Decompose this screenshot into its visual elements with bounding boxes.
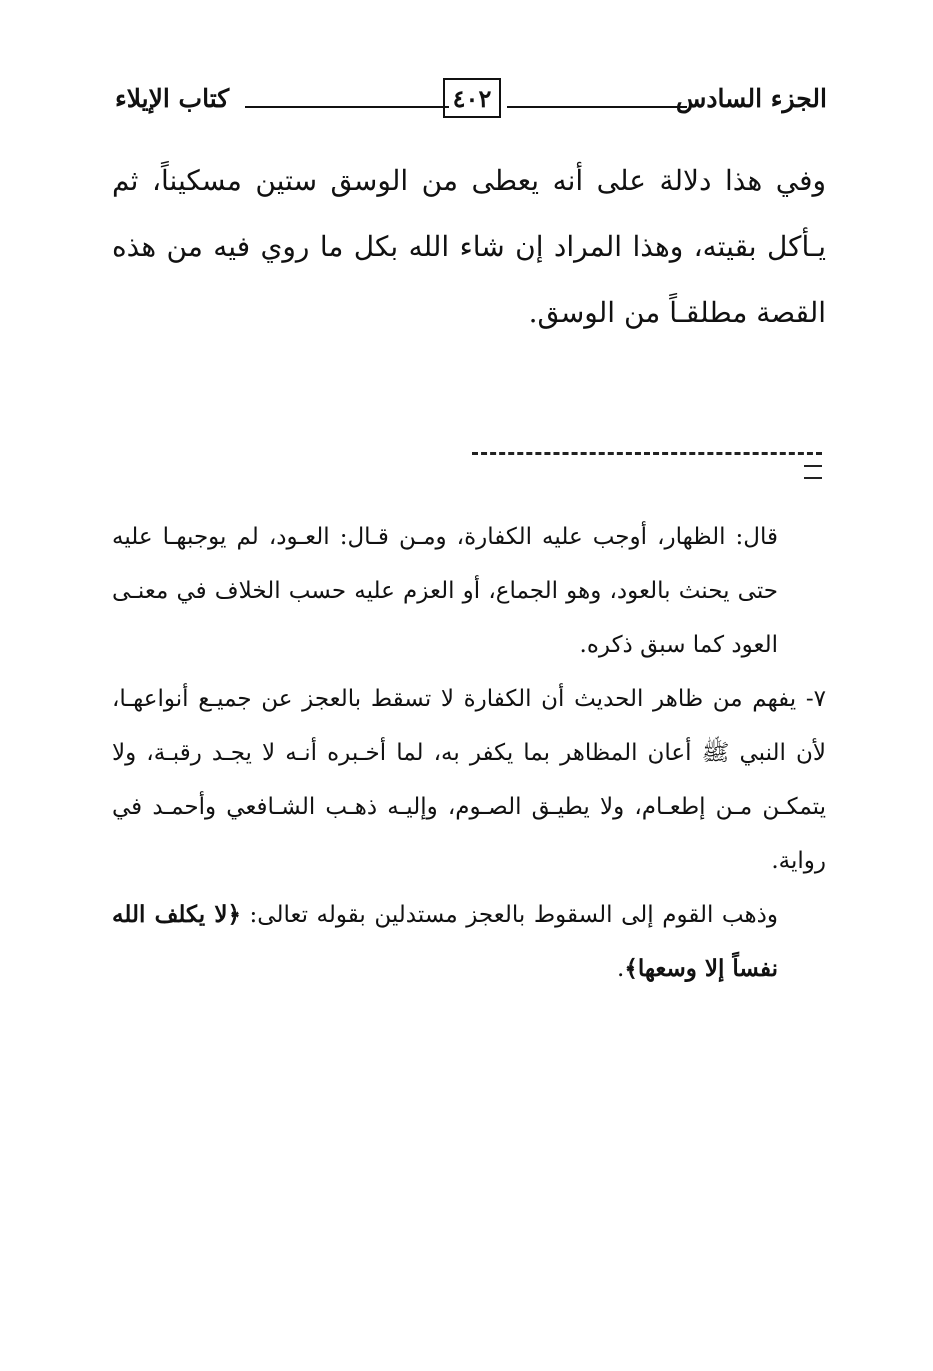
footnote-item-7: [112, 672, 826, 888]
footnotes-section: [112, 510, 826, 996]
header-rule-left: [245, 106, 449, 108]
footnote-item-7-text: يفهم من ظاهر الحديث أن الكفارة لا تسقط بالعجز عن جميـع أنواعهـا، لأن النبي ﷺ أعان المظاهر بما يكفر به، لما أخـبره أنـه لا يجـد رقبـة، ولا يتمكـن مـن إطعـام، ولا يطيـق الصـوم، وإليـه ذهـب الشـافعي وأحمـد في رواية.: [112, 686, 826, 874]
header-rule-right: [507, 106, 687, 108]
page-header: [115, 78, 827, 122]
footnote-paragraph-3-text: وذهب القوم إلى السقوط بالعجز مستدلين بقوله تعالى:: [240, 902, 778, 928]
main-paragraph: وفي هذا دلالة على أنه يعطى من الوسق ستين مسكيناً، ثم يـأكل بقيته، وهذا المراد إن شاء الله بكل ما روي فيه من هذه القصة مطلقـاً من الوسق.: [112, 164, 826, 329]
footnote-paragraph-3: [112, 888, 826, 996]
page-number: ٤٠٢: [443, 78, 501, 118]
footnote-continuation-mark: [804, 465, 822, 479]
footnote-continuation: قال: الظهار، أوجب عليه الكفارة، ومـن قـال: العـود، لم يوجبهـا عليه حتى يحنث بالعود، وهو الجماع، أو العزم عليه حسب الخلاف في معنـى العود كما سبق ذكره.: [112, 524, 778, 658]
footnote-number: ٧-: [805, 686, 826, 712]
part-title: الجزء السادس: [675, 84, 827, 113]
footnote-separator: [472, 452, 822, 455]
book-title: كتاب الإيلاء: [115, 84, 230, 113]
quran-quote: ﴿لا يكلف الله نفساً إلا وسعها﴾: [112, 901, 778, 982]
footnote-paragraph-3-end: .: [617, 956, 625, 982]
